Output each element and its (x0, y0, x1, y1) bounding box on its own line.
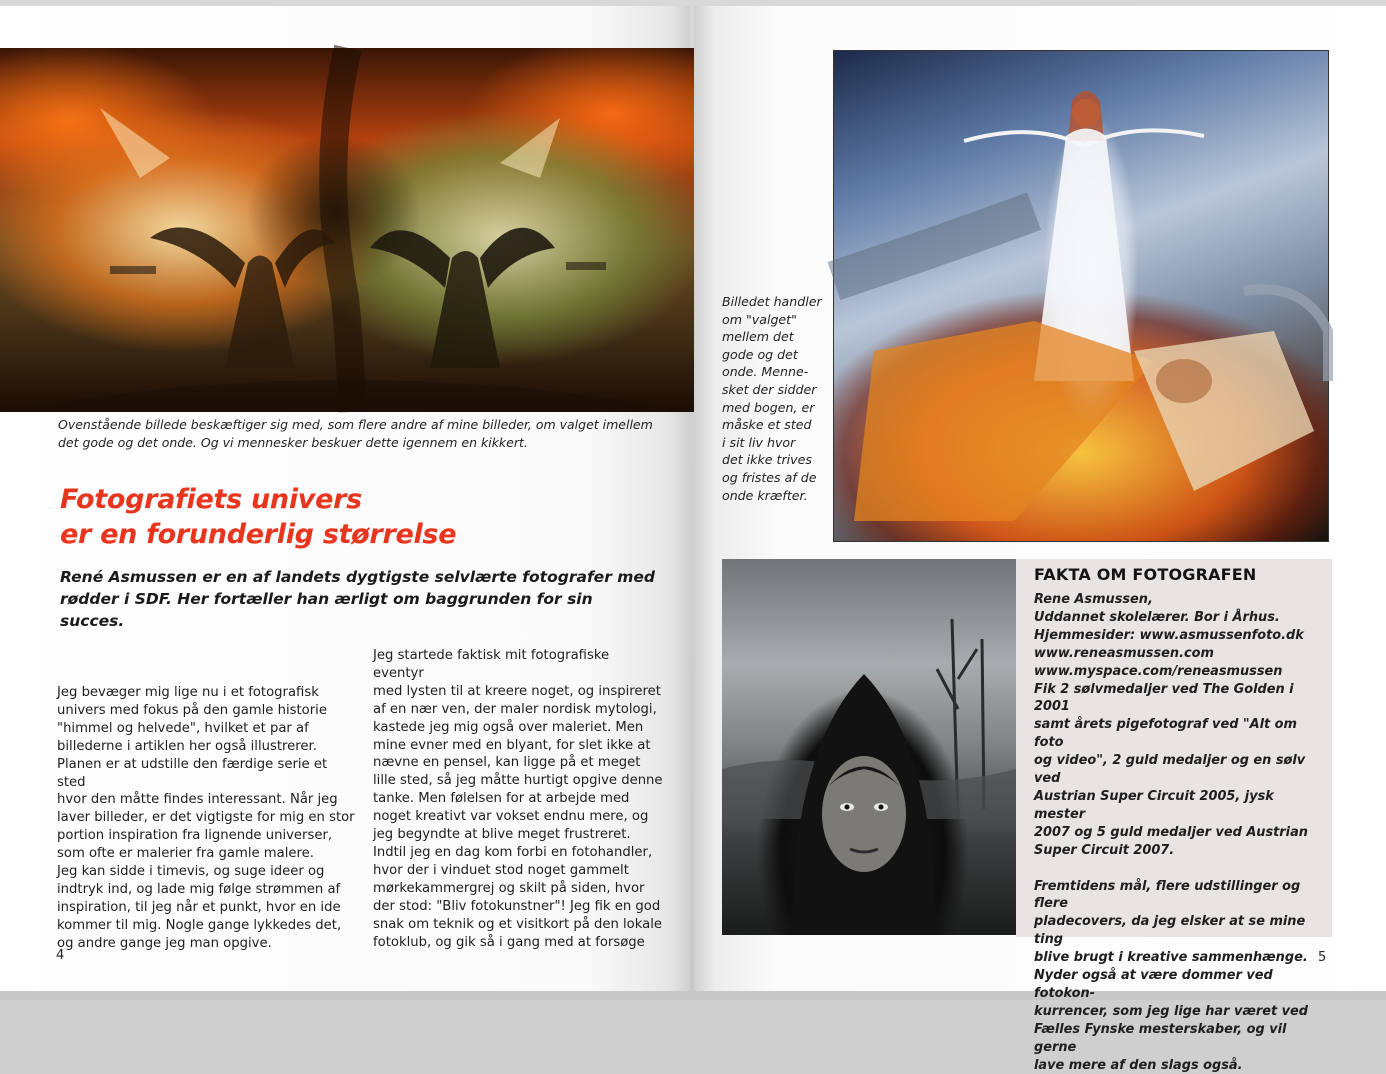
hooded-man-photo-art (722, 559, 1016, 935)
side-caption: Billedet handler om "valget" mellem det gode og det onde. Menne- sket der sidder med bogen, er måske et sted i sit liv hvor det ikke trives og fristes af de onde kræfter. (722, 294, 822, 503)
bride-photo-art (834, 51, 1328, 541)
article-column-2: Jeg startede faktisk mit fotografiske eventyr med lysten til at kreere noget, og inspireret af en nær ven, der maler nordisk mytologi, kastede jeg mig også over maleriet. Men mine evner med en blyant, for slet ikke at nævne en pensel, kan ligge på et meget lille sted, så jeg måtte hurtigt opgive denne tanke. Men følelsen for at arbejde med noget kreativt var vokset endnu mere, og jeg begyndte at blive meget frustreret. Indtil jeg en dag kom forbi en fotohandler, hvor der i vinduet stod noget gammelt mørkekammergrej og skilt på siden, hvor der stod: "Bliv fotokunstner"! Jeg fik en god snak om teknik og et visitkort på den lokale fotoklub, og gik så i gang med at forsøge (373, 648, 663, 950)
right-page (694, 6, 1386, 1073)
angels-photo (0, 48, 696, 412)
angels-photo-art (0, 48, 696, 412)
page-number-right: 5 (1318, 950, 1327, 965)
facts-body: Rene Asmussen, Uddannet skolelærer. Bor i Århus. Hjemmesider: www.asmussenfoto.dk www.reneasmussen.com www.myspace.com/reneasmussen Fik 2 sølvmedaljer ved The Golden i 2001 samt årets pigefotograf ved "Alt om foto og video", 2 guld medaljer og en sølv ved Austrian Super Circuit 2005, jysk mester 2007 og 5 guld medaljer ved Austrian Super Circuit 2007. Fremtidens mål, flere udstillinger og flere pladecovers, da jeg elsker at se mine ting blive brugt i kreative sammenhænge. Nyder også at være dommer ved fotokon- kurrencer, som jeg lige har været ved Fælles Fynske mesterskaber, og vil gerne lave mere af den slags også. (1034, 592, 1308, 1073)
headline-line-2: er en forunderlig størrelse (60, 519, 457, 550)
headline-line-1: Fotografiets univers (60, 484, 362, 515)
bride-photo (833, 50, 1329, 542)
photo-caption: Ovenstående billede beskæftiger sig med, som flere andre af mine billeder, om valget imellem det gode og det onde. Og vi mennesker beskuer dette igennem en kikkert. (58, 417, 653, 450)
hooded-man-photo (722, 559, 1016, 935)
article-lede: René Asmussen er en af landets dygtigste selvlærte fotografer med rødder i SDF. Her fortæller han ærligt om baggrunden for sin succes. (60, 568, 655, 630)
facts-title: FAKTA OM FOTOGRAFEN (1034, 565, 1257, 584)
article-column-1: Jeg bevæger mig lige nu i et fotografisk univers med fokus på den gamle historie "himmel og helvede", hvilket et par af billederne i artiklen her også illustrerer. Planen er at udstille den færdige serie et sted hvor den måtte findes interessant. Når jeg laver billeder, er det vigtigste for mig en stor portion inspiration fra lignende universer, som ofte er malerier fra gamle malere. Jeg kan sidde i timevis, og suge ideer og indtryk ind, og lade mig følge strømmen af inspiration, til jeg når et punkt, hvor en ide kommer til mig. Nogle gange lykkedes det, og andre gange jeg man opgive. (57, 685, 355, 951)
facts-box (1016, 559, 1332, 1073)
article-headline (60, 482, 456, 552)
page-number-left: 4 (56, 948, 65, 963)
left-page (0, 6, 690, 991)
